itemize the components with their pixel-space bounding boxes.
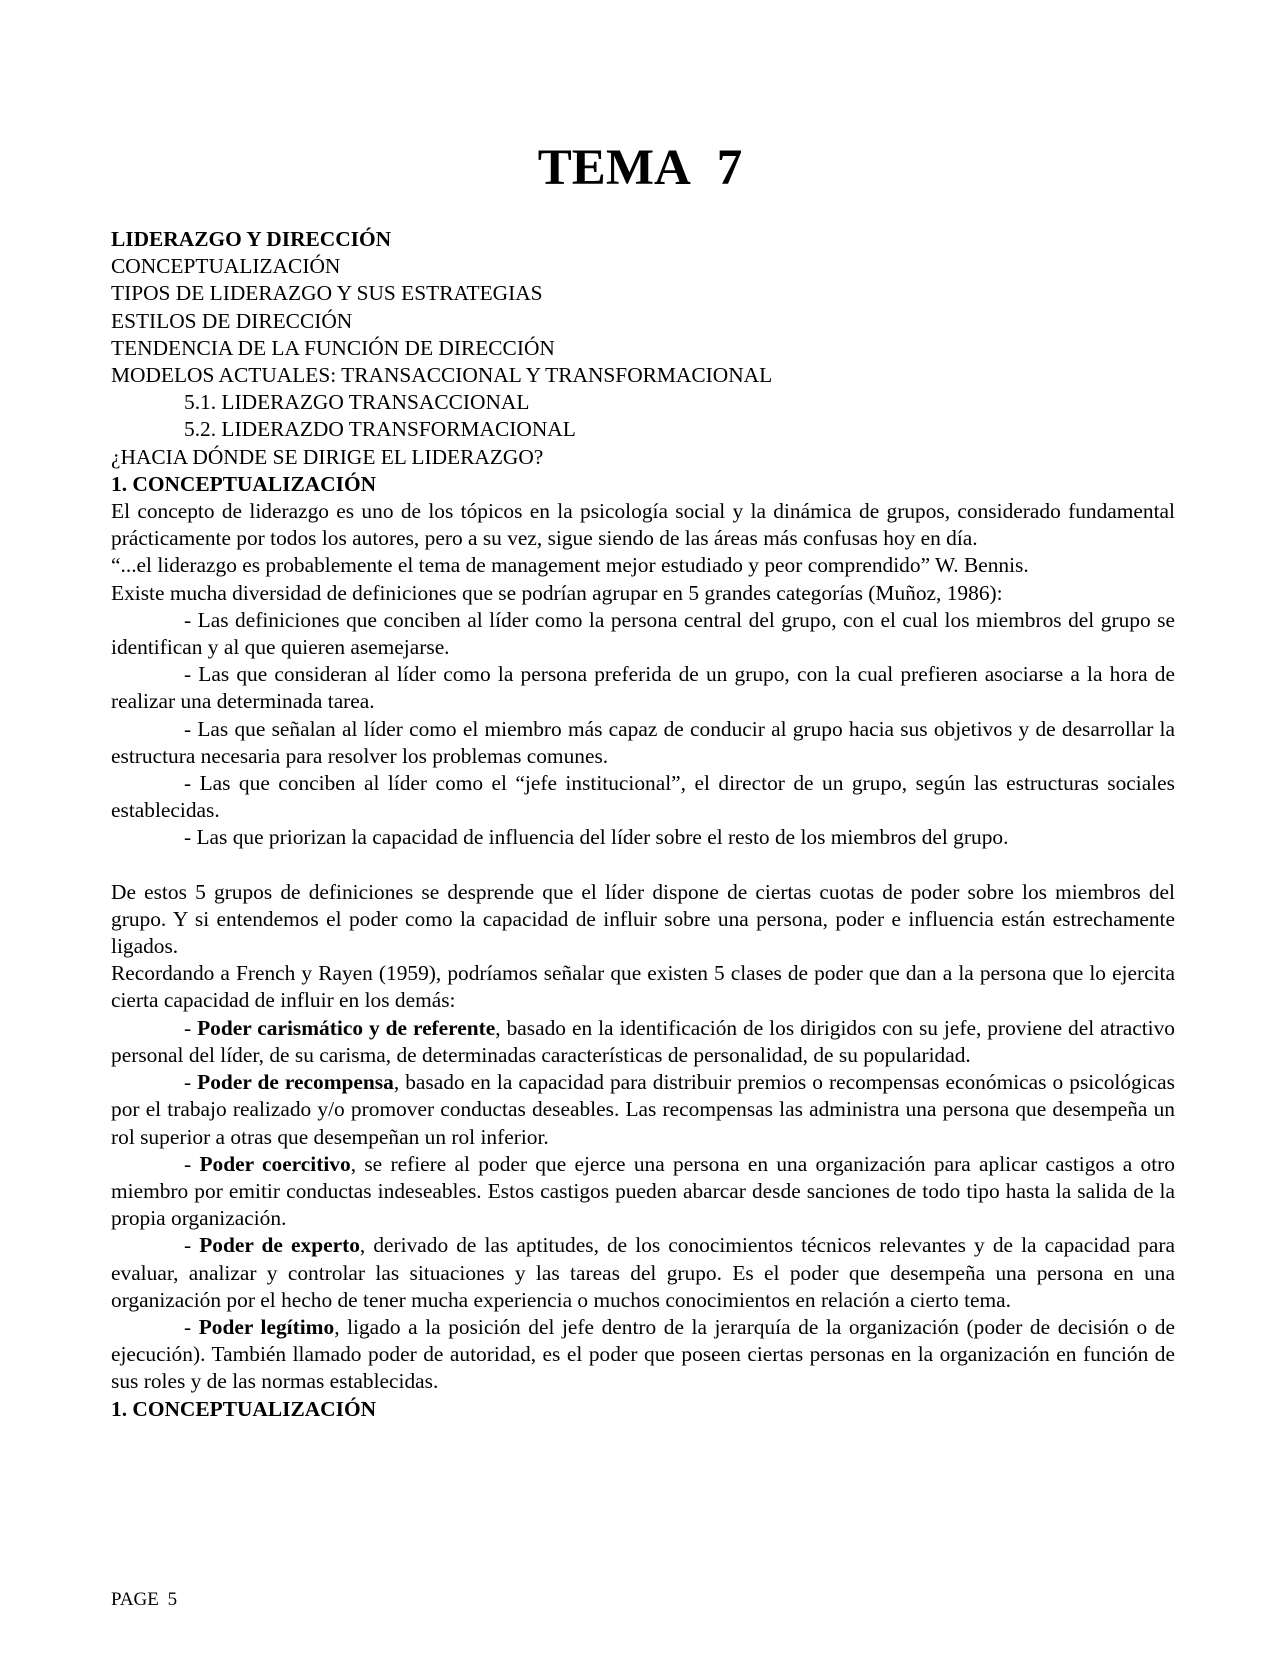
toc-subitem: 5.1. LIDERAZGO TRANSACCIONAL [184, 390, 530, 415]
power-description: , basado en la identificación de los dirigidos con su jefe, proviene del atractivo personal del líder, de su carisma, de determinadas características de personalidad, de su popularidad. [111, 1015, 1175, 1067]
power-dash: - [184, 1015, 198, 1040]
power-term: Poder carismático y de referente [197, 1015, 496, 1040]
power-paragraph: Recordando a French y Rayen (1959), podríamos señalar que existen 5 clases de poder que dan a la persona que lo ejercita cierta capacidad de influir en los demás: [111, 961, 1175, 1013]
toc-item: TENDENCIA DE LA FUNCIÓN DE DIRECCIÓN [111, 335, 555, 360]
blank-line [111, 852, 1175, 879]
definition-item: - Las que priorizan la capacidad de influencia del líder sobre el resto de los miembros del grupo. [184, 825, 1009, 850]
intro-paragraph: El concepto de liderazgo es uno de los tópicos en la psicología social y la dinámica de grupos, considerado fundamental prácticamente por todos los autores, pero a su vez, sigue siendo de las áreas más confusas hoy en día. [111, 499, 1175, 551]
toc-heading: LIDERAZGO Y DIRECCIÓN [111, 227, 392, 251]
definition-item: - Las que consideran al líder como la persona preferida de un grupo, con la cual prefieren asociarse a la hora de realizar una determinada tarea. [111, 662, 1175, 714]
power-dash: - [184, 1314, 199, 1339]
toc-item: ESTILOS DE DIRECCIÓN [111, 308, 353, 333]
power-item [111, 1015, 1175, 1069]
power-term: Poder de recompensa [197, 1070, 394, 1095]
definition-item: - Las que conciben al líder como el “jefe institucional”, el director de un grupo, según las estructuras sociales establecidas. [111, 771, 1175, 823]
power-term: Poder legítimo [198, 1314, 335, 1339]
section-heading: 1. CONCEPTUALIZACIÓN [111, 471, 377, 496]
definition-item: - Las definiciones que conciben al líder como la persona central del grupo, con el cual los miembros del grupo se identifican y al que quieren asemejarse. [111, 607, 1175, 660]
definition-item: - Las que señalan al líder como el miembro más capaz de conducir al grupo hacia sus objetivos y de desarrollar la estructura necesaria para resolver los problemas comunes. [111, 716, 1175, 768]
power-term: Poder coercitivo [199, 1151, 351, 1176]
power-dash: - [184, 1070, 198, 1095]
toc-item: ¿HACIA DÓNDE SE DIRIGE EL LIDERAZGO? [111, 444, 544, 469]
power-item [111, 1151, 1175, 1233]
intro-quote: “...el liderazgo es probablemente el tema de management mejor estudiado y peor comprendido” W. Bennis. [111, 553, 1029, 578]
power-paragraph: De estos 5 grupos de definiciones se desprende que el líder dispone de ciertas cuotas de poder sobre los miembros del grupo. Y si entendemos el poder como la capacidad de influir sobre una persona, poder e influencia están estrechamente ligados. [111, 879, 1175, 959]
page-number: PAGE 5 [111, 1589, 178, 1610]
power-item [111, 1232, 1175, 1314]
power-description: , basado en la capacidad para distribuir premios o recompensas económicas o psicológicas por el trabajo realizado y/o promover conductas deseables. Las recompensas las administra una persona que desempeña un rol superior a otras que desempeñan un rol inferior. [111, 1070, 1175, 1149]
toc-item: TIPOS DE LIDERAZGO Y SUS ESTRATEGIAS [111, 281, 543, 306]
document-body [111, 226, 1175, 1423]
power-dash: - [184, 1233, 200, 1258]
power-description: , se refiere al poder que ejerce una persona en una organización para aplicar castigos a otro miembro por emitir conductas indeseables. Estos castigos pueden abarcar desde sanciones de todo tipo hasta la salida de la propia organización. [111, 1151, 1175, 1231]
power-description: , derivado de las aptitudes, de los conocimientos técnicos relevantes y de la capacidad para evaluar, analizar y controlar las situaciones y las tareas del grupo. Es el poder que desempeña una persona en una organización por el hecho de tener mucha experiencia o muchos conocimientos en relación a cierto tema. [111, 1233, 1175, 1312]
power-description: , ligado a la posición del jefe dentro de la jerarquía de la organización (poder de decisión o de ejecución). También llamado poder de autoridad, es el poder que poseen ciertas personas en la organización en función de sus roles y de las normas establecidas. [111, 1314, 1175, 1394]
power-item [111, 1314, 1175, 1396]
closing-heading: 1. CONCEPTUALIZACIÓN [111, 1396, 377, 1421]
toc-item: MODELOS ACTUALES: TRANSACCIONAL Y TRANSFORMACIONAL [111, 363, 773, 388]
power-item [111, 1069, 1175, 1151]
power-dash: - [184, 1151, 200, 1176]
toc-item: CONCEPTUALIZACIÓN [111, 254, 341, 279]
intro-paragraph: Existe mucha diversidad de definiciones que se podrían agrupar en 5 grandes categorías (Muñoz, 1986): [111, 580, 1003, 605]
power-term: Poder de experto [199, 1233, 360, 1258]
page-title: TEMA 7 [537, 140, 743, 196]
toc-subitem: 5.2. LIDERAZDO TRANSFORMACIONAL [184, 417, 576, 442]
